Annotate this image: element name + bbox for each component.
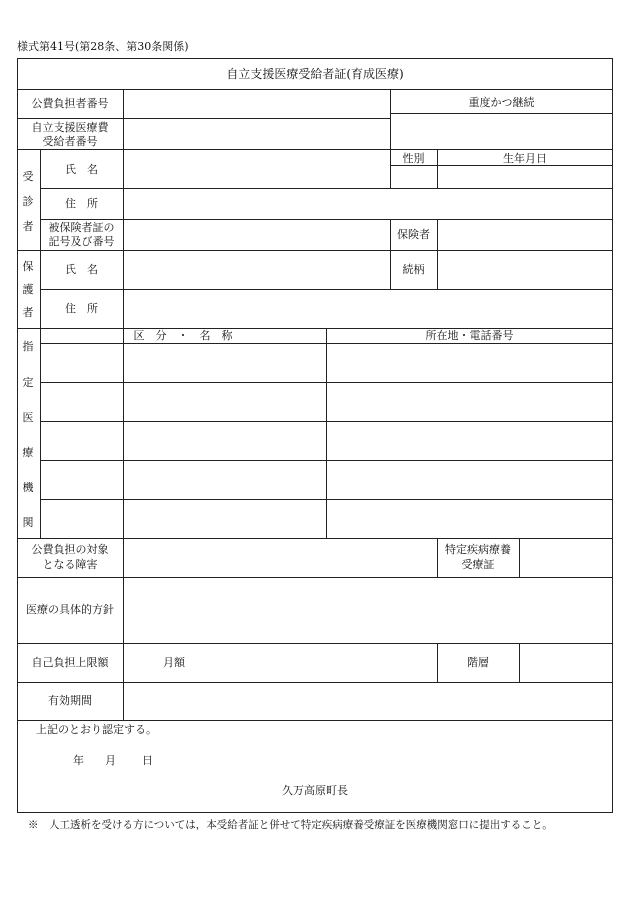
recipient-number-label-line2: 受給者番号 [42,135,98,148]
certification-statement: 上記のとおり認定する。 [36,723,157,736]
category-name-header: 区 分 ・ 名 称 [133,329,233,342]
designated-label-2: 定 [22,376,34,389]
guardian-label-3: 者 [22,306,34,319]
guardian-address-label: 住 所 [65,302,98,315]
relationship-label: 続柄 [402,263,425,276]
severe-continuous-label: 重度かつ継続 [468,96,535,109]
insurance-card-label-line2: 記号及び番号 [48,235,115,248]
specific-disease-label-line1: 特定疾病療養 [445,543,511,556]
public-burden-number-label: 公費負担者番号 [31,97,109,110]
insurance-card-label-line1: 被保険者証の [48,221,115,234]
patient-label-1: 受 [22,170,34,183]
recipient-number-label-line1: 自立支援医療費 [31,121,109,134]
target-disability-label-line1: 公費負担の対象 [31,543,109,556]
patient-name-label: 氏 名 [65,163,98,176]
designated-label-4: 療 [22,446,34,459]
certification-year: 年 [73,754,84,767]
specific-disease-label-line2: 受療証 [461,558,495,571]
patient-label-3: 者 [22,220,34,233]
designated-label-5: 機 [22,481,34,494]
monthly-label: 月額 [163,656,185,669]
certification-month: 月 [105,754,116,767]
tier-label: 階層 [467,656,489,669]
patient-label-2: 診 [22,195,34,208]
target-disability-label-line2: となる障害 [42,558,98,571]
copay-limit-label: 自己負担上限額 [31,656,109,669]
certification-day: 日 [142,754,153,767]
guardian-name-label: 氏 名 [65,263,98,276]
designated-label-3: 医 [22,411,34,424]
treatment-policy-label: 医療の具体的方針 [26,603,114,616]
gender-label: 性別 [402,152,425,165]
footnote: ※ 人工透析を受ける方については，本受給者証と併せて特定疾病療養受療証を医療機関窓口に提出すること。 [28,819,553,831]
designated-label-6: 関 [22,516,34,529]
patient-address-label: 住 所 [65,197,98,210]
guardian-label-2: 護 [22,283,34,296]
designated-label-1: 指 [22,340,34,353]
form-number: 様式第41号(第28条、第30条関係) [17,40,189,53]
location-phone-header: 所在地・電話番号 [425,329,514,342]
valid-period-label: 有効期間 [48,694,92,707]
issuer-title: 久万高原町長 [282,784,348,797]
insured-person-label: 保険者 [397,228,430,241]
form-title: 自立支援医療受給者証(育成医療) [226,67,404,81]
guardian-label-1: 保 [22,260,34,273]
birthdate-label: 生年月日 [503,152,547,165]
